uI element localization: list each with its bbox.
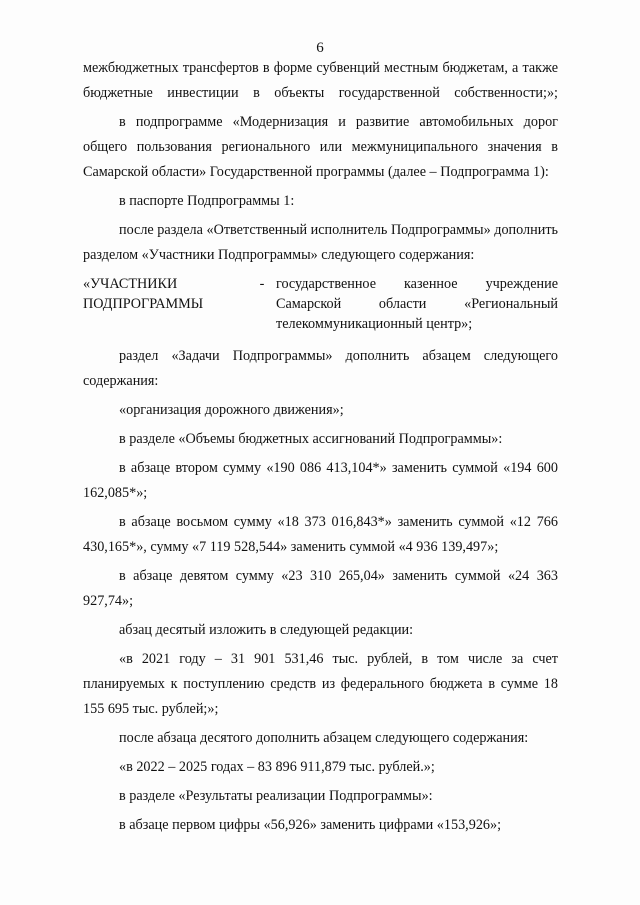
participants-value: государственное казенное учреждение Самарской области «Региональный телекоммуникационный центр»; bbox=[276, 276, 558, 332]
page-number: 6 bbox=[316, 40, 324, 56]
paragraph-first-figures: в абзаце первом цифры «56,926» заменить цифрами «153,926»; bbox=[119, 817, 502, 833]
paragraph-second-sum: в абзаце втором сумму «190 086 413,104*» заменить суммой «194 600 162,085*»; bbox=[83, 460, 558, 501]
document-body bbox=[83, 56, 558, 842]
paragraph-budget-section: в разделе «Объемы бюджетных ассигнований Подпрограммы»: bbox=[119, 431, 503, 447]
paragraph-tenth-edit: абзац десятый изложить в следующей редакции: bbox=[119, 622, 414, 638]
paragraph-continuation: межбюджетных трансфертов в форме субвенций местным бюджетам, а также бюджетные инвестиции в объекты государственной собственности;»; bbox=[83, 60, 558, 101]
paragraph-subprogram-intro: в подпрограмме «Модернизация и развитие автомобильных дорог общего пользования регионального или межмуниципального значения в Самарской области» Государственной программы (далее – Подпрограмма 1): bbox=[83, 114, 558, 180]
participants-label: «УЧАСТНИКИ ПОДПРОГРАММЫ bbox=[83, 276, 204, 312]
paragraph-ninth-sum: в абзаце девятом сумму «23 310 265,04» заменить суммой «24 363 927,74»; bbox=[83, 568, 558, 609]
paragraph-add-section: после раздела «Ответственный исполнитель Подпрограммы» дополнить разделом «Участники Подпрограммы» следующего содержания: bbox=[83, 222, 558, 263]
paragraph-results-section: в разделе «Результаты реализации Подпрограммы»: bbox=[119, 788, 433, 804]
paragraph-tasks-section: раздел «Задачи Подпрограммы» дополнить абзацем следующего содержания: bbox=[83, 348, 558, 389]
paragraph-passport: в паспорте Подпрограммы 1: bbox=[119, 193, 295, 209]
participants-table-row bbox=[83, 274, 558, 334]
paragraph-2021-amount: «в 2021 году – 31 901 531,46 тыс. рублей, в том числе за счет планируемых к поступлению средств из федерального бюджета в сумме 18 155 695 тыс. рублей;»; bbox=[83, 651, 558, 717]
paragraph-2022-2025-amount: «в 2022 – 2025 годах – 83 896 911,879 тыс. рублей.»; bbox=[119, 759, 435, 775]
paragraph-eighth-sum: в абзаце восьмом сумму «18 373 016,843*» заменить суммой «12 766 430,165*», сумму «7 119 528,544» заменить суммой «4 936 139,497»; bbox=[83, 514, 558, 555]
participants-dash: - bbox=[259, 276, 265, 292]
paragraph-traffic-organization: «организация дорожного движения»; bbox=[119, 402, 344, 418]
paragraph-after-tenth: после абзаца десятого дополнить абзацем следующего содержания: bbox=[119, 730, 529, 746]
